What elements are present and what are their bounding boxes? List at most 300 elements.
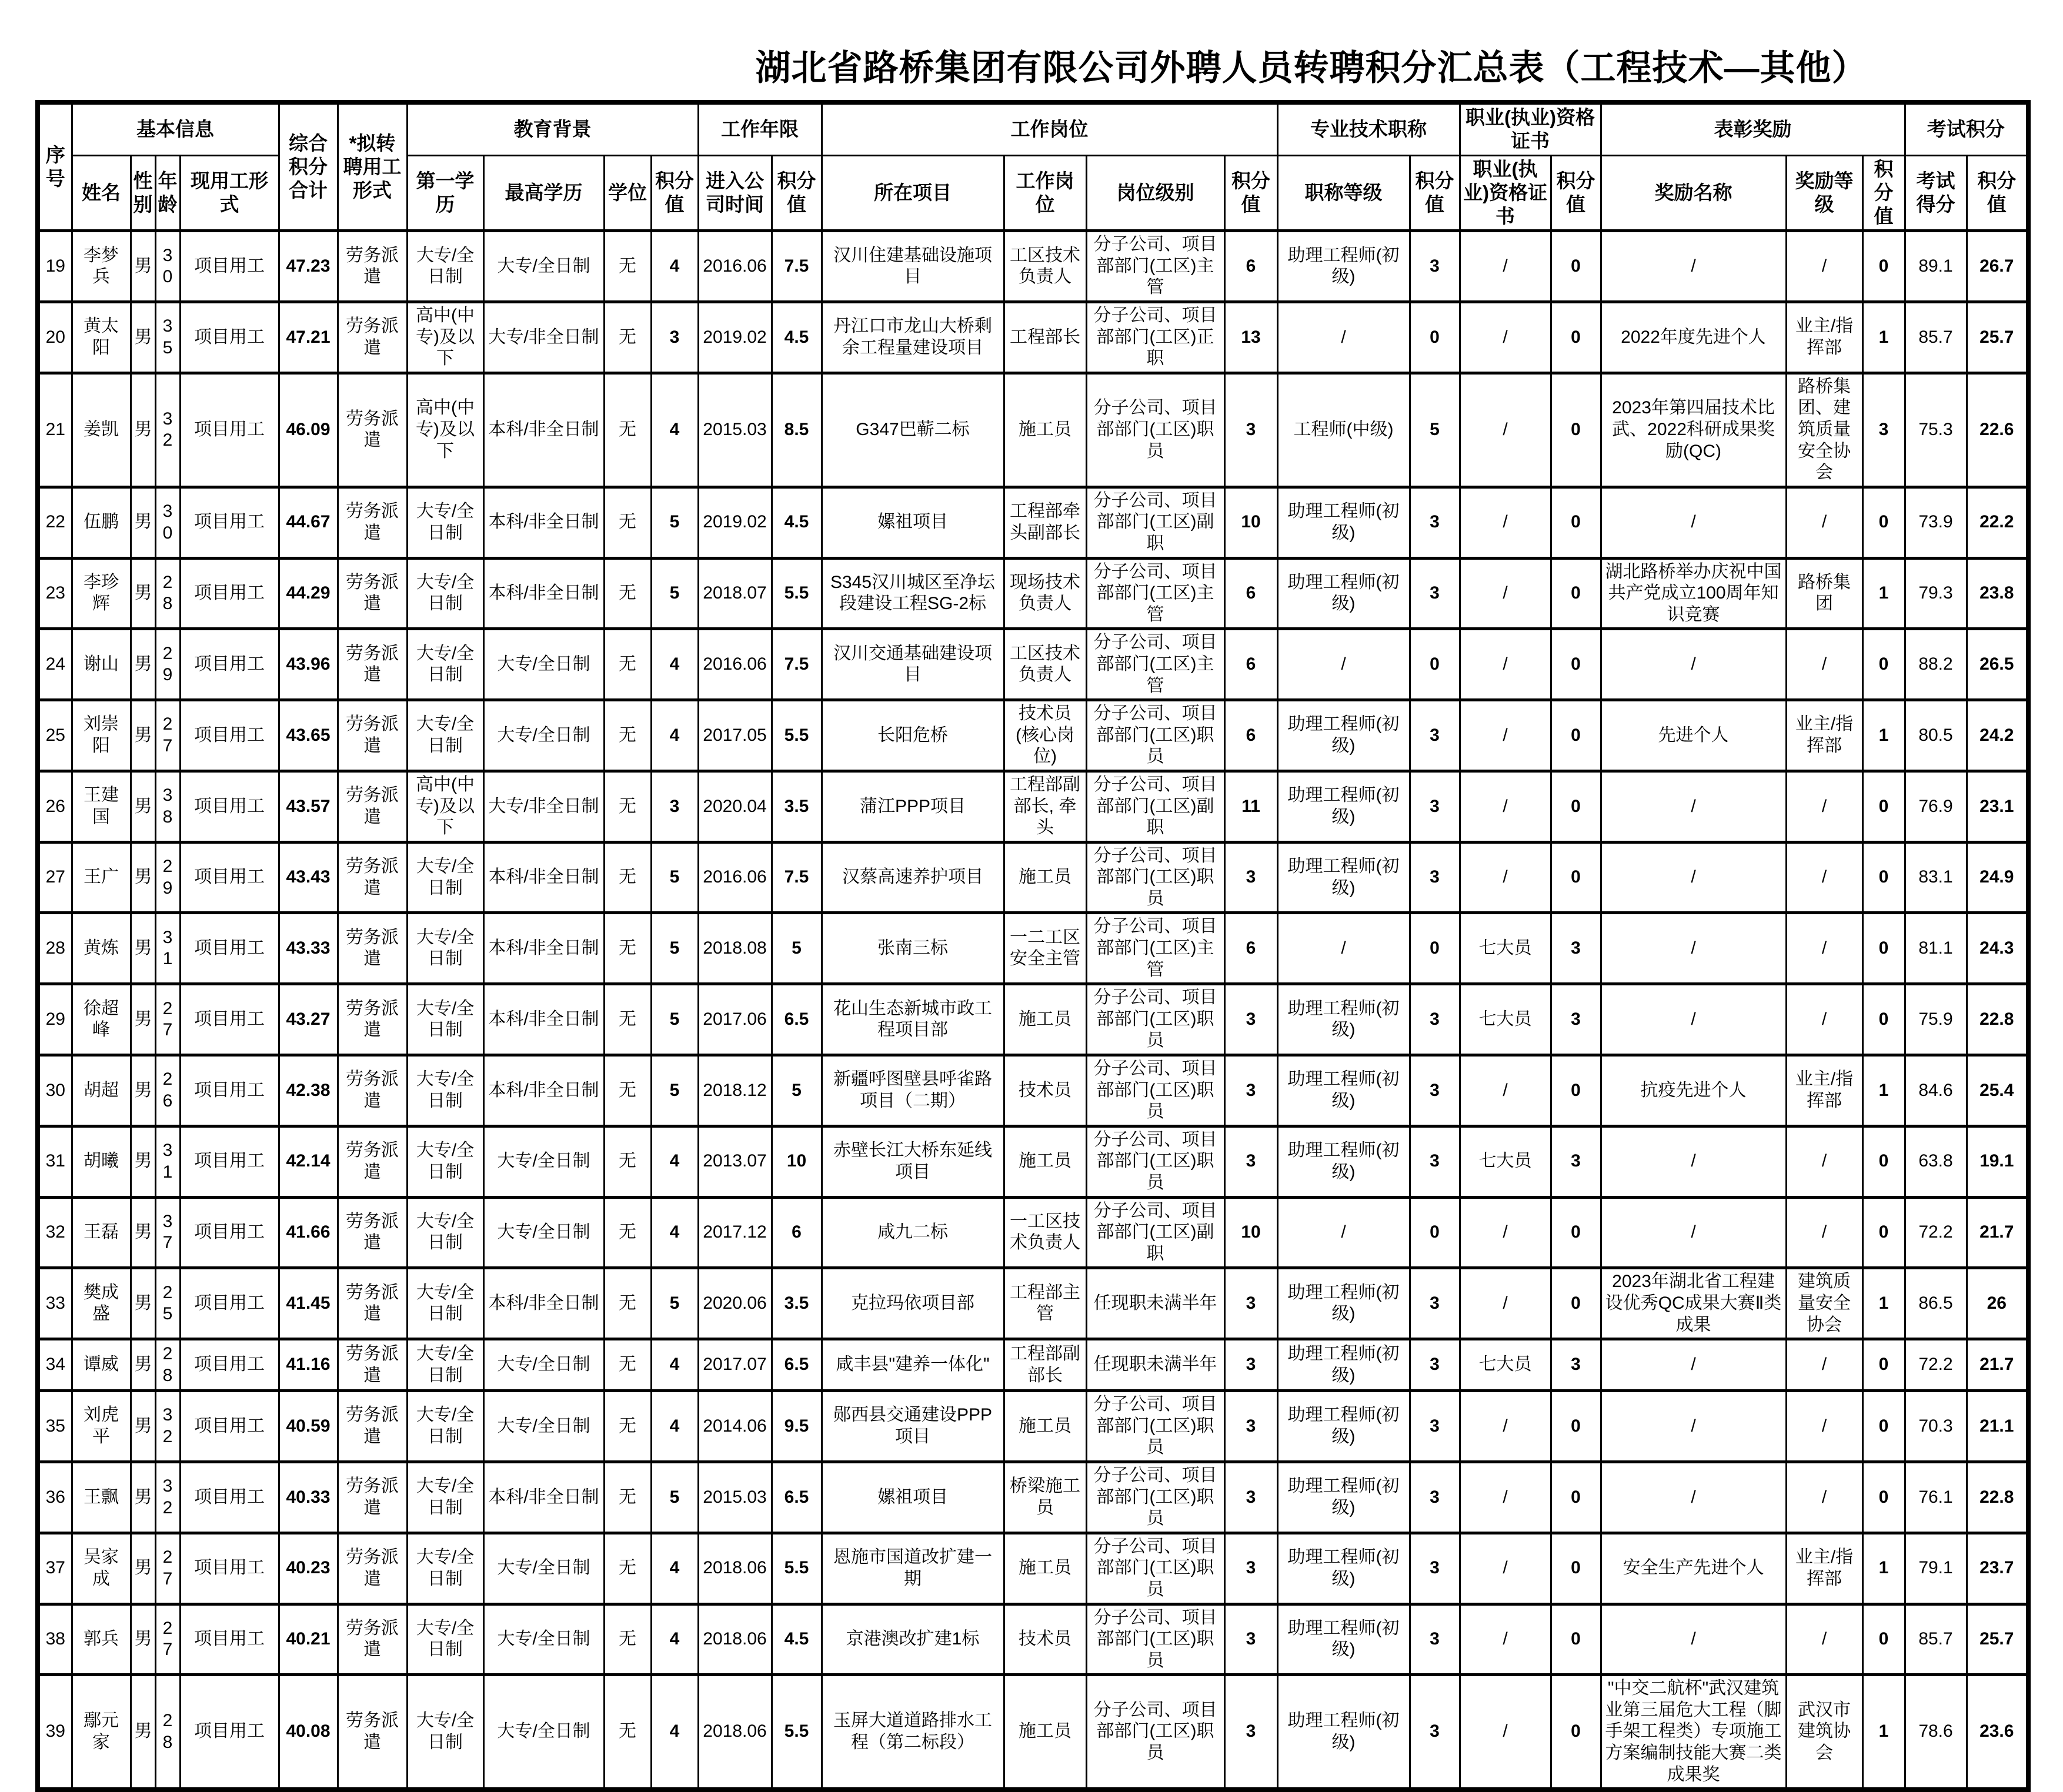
cell-r24-c11: 2016.06: [698, 629, 772, 700]
cell-r27-c20: 0: [1551, 842, 1601, 913]
cell-r24-c6: 劳务派遣: [338, 629, 407, 700]
cell-r21-c10: 4: [651, 373, 698, 487]
cell-r28-c18: 0: [1410, 913, 1460, 984]
column-header-18: 奖励名称: [1601, 155, 1786, 231]
column-group-8: 职业(执业)资格证书: [1460, 102, 1601, 155]
cell-r32-c6: 劳务派遣: [338, 1197, 407, 1268]
cell-r32-c21: /: [1601, 1197, 1786, 1268]
cell-r32-c8: 大专/全日制: [483, 1197, 604, 1268]
cell-r34-c15: 任现职未满半年: [1086, 1339, 1224, 1391]
cell-r33-c4: 项目用工: [180, 1268, 279, 1339]
cell-r25-c15: 分子公司、项目部部门(工区)职员: [1086, 700, 1224, 771]
cell-r26-c16: 11: [1224, 771, 1277, 842]
cell-r27-c12: 7.5: [772, 842, 822, 913]
cell-r36-c7: 大专/全日制: [407, 1462, 483, 1533]
cell-r30-c7: 大专/全日制: [407, 1055, 483, 1126]
cell-r25-c9: 无: [604, 700, 651, 771]
cell-r32-c11: 2017.12: [698, 1197, 772, 1268]
cell-r34-c6: 劳务派遣: [338, 1339, 407, 1391]
cell-r36-c13: 嫘祖项目: [822, 1462, 1004, 1533]
cell-r27-c7: 大专/全日制: [407, 842, 483, 913]
cell-r28-c20: 3: [1551, 913, 1601, 984]
cell-r35-c25: 21.1: [1967, 1391, 2028, 1462]
cell-r37-c1: 吴家成: [72, 1533, 131, 1604]
cell-r22-c6: 劳务派遣: [338, 487, 407, 558]
cell-r33-c20: 0: [1551, 1268, 1601, 1339]
cell-r35-c2: 男: [131, 1391, 155, 1462]
cell-r20-c4: 项目用工: [180, 302, 279, 373]
cell-r24-c4: 项目用工: [180, 629, 279, 700]
cell-r23-c6: 劳务派遣: [338, 558, 407, 629]
cell-r19-c21: /: [1601, 231, 1786, 302]
cell-r31-c16: 3: [1224, 1126, 1277, 1197]
cell-r24-c14: 工区技术负责人: [1004, 629, 1086, 700]
cell-r33-c22: 建筑质量安全协会: [1786, 1268, 1862, 1339]
column-header-15: 积分值: [1410, 155, 1460, 231]
cell-r25-c12: 5.5: [772, 700, 822, 771]
cell-r34-c14: 工程部副部长: [1004, 1339, 1086, 1391]
cell-r22-c10: 5: [651, 487, 698, 558]
cell-r26-c4: 项目用工: [180, 771, 279, 842]
table-row-21: [38, 373, 2028, 487]
cell-r33-c21: 2023年湖北省工程建设优秀QC成果大赛Ⅱ类成果: [1601, 1268, 1786, 1339]
cell-r38-c7: 大专/全日制: [407, 1604, 483, 1675]
cell-r39-c10: 4: [651, 1675, 698, 1790]
cell-r24-c17: /: [1277, 629, 1410, 700]
cell-r19-c8: 大专/全日制: [483, 231, 604, 302]
cell-r27-c0: 27: [38, 842, 72, 913]
cell-r25-c21: 先进个人: [1601, 700, 1786, 771]
cell-r32-c10: 4: [651, 1197, 698, 1268]
cell-r30-c13: 新疆呼图壁县呼雀路项目（二期）: [822, 1055, 1004, 1126]
table-row-34: [38, 1339, 2028, 1391]
cell-r37-c13: 恩施市国道改扩建一期: [822, 1533, 1004, 1604]
cell-r25-c5: 43.65: [279, 700, 338, 771]
column-group-2: 综合积分合计: [279, 102, 338, 231]
cell-r32-c22: /: [1786, 1197, 1862, 1268]
cell-r26-c10: 3: [651, 771, 698, 842]
cell-r35-c23: 0: [1862, 1391, 1905, 1462]
cell-r21-c21: 2023年第四届技术比武、2022科研成果奖励(QC): [1601, 373, 1786, 487]
cell-r28-c10: 5: [651, 913, 698, 984]
cell-r38-c24: 85.7: [1905, 1604, 1967, 1675]
cell-r39-c13: 玉屏大道道路排水工程（第二标段）: [822, 1675, 1004, 1790]
cell-r36-c2: 男: [131, 1462, 155, 1533]
cell-r38-c9: 无: [604, 1604, 651, 1675]
cell-r26-c9: 无: [604, 771, 651, 842]
transfer-score-table: [35, 100, 2031, 1792]
cell-r33-c11: 2020.06: [698, 1268, 772, 1339]
cell-r32-c5: 41.66: [279, 1197, 338, 1268]
cell-r29-c2: 男: [131, 984, 155, 1055]
cell-r26-c18: 3: [1410, 771, 1460, 842]
cell-r32-c15: 分子公司、项目部部门(工区)副职: [1086, 1197, 1224, 1268]
cell-r31-c9: 无: [604, 1126, 651, 1197]
cell-r28-c21: /: [1601, 913, 1786, 984]
cell-r21-c22: 路桥集团、建筑质量安全协会: [1786, 373, 1862, 487]
column-header-17: 积分值: [1551, 155, 1601, 231]
cell-r19-c2: 男: [131, 231, 155, 302]
table-row-35: [38, 1391, 2028, 1462]
cell-r30-c17: 助理工程师(初级): [1277, 1055, 1410, 1126]
cell-r32-c1: 王磊: [72, 1197, 131, 1268]
cell-r39-c5: 40.08: [279, 1675, 338, 1790]
cell-r20-c9: 无: [604, 302, 651, 373]
cell-r23-c5: 44.29: [279, 558, 338, 629]
cell-r35-c14: 施工员: [1004, 1391, 1086, 1462]
cell-r37-c2: 男: [131, 1533, 155, 1604]
cell-r22-c15: 分子公司、项目部部门(工区)副职: [1086, 487, 1224, 558]
cell-r25-c17: 助理工程师(初级): [1277, 700, 1410, 771]
cell-r27-c14: 施工员: [1004, 842, 1086, 913]
cell-r33-c0: 33: [38, 1268, 72, 1339]
cell-r26-c1: 王建国: [72, 771, 131, 842]
cell-r38-c25: 25.7: [1967, 1604, 2028, 1675]
cell-r34-c17: 助理工程师(初级): [1277, 1339, 1410, 1391]
cell-r29-c14: 施工员: [1004, 984, 1086, 1055]
cell-r25-c24: 80.5: [1905, 700, 1967, 771]
column-header-1: 性别: [131, 155, 155, 231]
cell-r26-c24: 76.9: [1905, 771, 1967, 842]
cell-r28-c4: 项目用工: [180, 913, 279, 984]
cell-r30-c2: 男: [131, 1055, 155, 1126]
cell-r38-c18: 3: [1410, 1604, 1460, 1675]
cell-r31-c4: 项目用工: [180, 1126, 279, 1197]
cell-r38-c16: 3: [1224, 1604, 1277, 1675]
cell-r29-c12: 6.5: [772, 984, 822, 1055]
cell-r19-c0: 19: [38, 231, 72, 302]
cell-r29-c20: 3: [1551, 984, 1601, 1055]
cell-r37-c25: 23.7: [1967, 1533, 2028, 1604]
cell-r26-c11: 2020.04: [698, 771, 772, 842]
column-header-3: 现用工形式: [180, 155, 279, 231]
cell-r33-c7: 大专/全日制: [407, 1268, 483, 1339]
cell-r29-c4: 项目用工: [180, 984, 279, 1055]
cell-r33-c18: 3: [1410, 1268, 1460, 1339]
cell-r28-c13: 张南三标: [822, 913, 1004, 984]
cell-r23-c12: 5.5: [772, 558, 822, 629]
cell-r25-c16: 6: [1224, 700, 1277, 771]
cell-r23-c8: 本科/非全日制: [483, 558, 604, 629]
cell-r28-c14: 一二工区安全主管: [1004, 913, 1086, 984]
cell-r37-c21: 安全生产先进个人: [1601, 1533, 1786, 1604]
cell-r37-c15: 分子公司、项目部部门(工区)职员: [1086, 1533, 1224, 1604]
table-row-36: [38, 1462, 2028, 1533]
cell-r29-c22: /: [1786, 984, 1862, 1055]
column-header-16: 职业(执业)资格证书: [1460, 155, 1551, 231]
cell-r24-c21: /: [1601, 629, 1786, 700]
cell-r27-c22: /: [1786, 842, 1862, 913]
cell-r20-c15: 分子公司、项目部部门(工区)正职: [1086, 302, 1224, 373]
cell-r32-c3: 37: [155, 1197, 180, 1268]
column-header-9: 积分值: [772, 155, 822, 231]
cell-r33-c2: 男: [131, 1268, 155, 1339]
cell-r23-c17: 助理工程师(初级): [1277, 558, 1410, 629]
cell-r22-c11: 2019.02: [698, 487, 772, 558]
cell-r26-c25: 23.1: [1967, 771, 2028, 842]
column-header-4: 第一学历: [407, 155, 483, 231]
cell-r35-c19: /: [1460, 1391, 1551, 1462]
cell-r36-c9: 无: [604, 1462, 651, 1533]
table-row-19: [38, 231, 2028, 302]
cell-r27-c21: /: [1601, 842, 1786, 913]
cell-r39-c12: 5.5: [772, 1675, 822, 1790]
cell-r22-c20: 0: [1551, 487, 1601, 558]
cell-r24-c3: 29: [155, 629, 180, 700]
cell-r24-c8: 大专/全日制: [483, 629, 604, 700]
column-header-14: 职称等级: [1277, 155, 1410, 231]
cell-r32-c2: 男: [131, 1197, 155, 1268]
cell-r36-c21: /: [1601, 1462, 1786, 1533]
cell-r29-c1: 徐超峰: [72, 984, 131, 1055]
cell-r21-c8: 本科/非全日制: [483, 373, 604, 487]
cell-r22-c8: 本科/非全日制: [483, 487, 604, 558]
cell-r23-c7: 大专/全日制: [407, 558, 483, 629]
cell-r37-c18: 3: [1410, 1533, 1460, 1604]
cell-r25-c14: 技术员(核心岗位): [1004, 700, 1086, 771]
cell-r26-c3: 38: [155, 771, 180, 842]
cell-r33-c14: 工程部主管: [1004, 1268, 1086, 1339]
cell-r30-c14: 技术员: [1004, 1055, 1086, 1126]
cell-r27-c16: 3: [1224, 842, 1277, 913]
cell-r31-c25: 19.1: [1967, 1126, 2028, 1197]
cell-r27-c11: 2016.06: [698, 842, 772, 913]
cell-r30-c4: 项目用工: [180, 1055, 279, 1126]
cell-r30-c19: /: [1460, 1055, 1551, 1126]
column-header-8: 进入公司时间: [698, 155, 772, 231]
cell-r28-c25: 24.3: [1967, 913, 2028, 984]
cell-r29-c25: 22.8: [1967, 984, 2028, 1055]
column-group-7: 专业技术职称: [1277, 102, 1460, 155]
cell-r19-c15: 分子公司、项目部部门(工区)主管: [1086, 231, 1224, 302]
cell-r22-c16: 10: [1224, 487, 1277, 558]
cell-r19-c25: 26.7: [1967, 231, 2028, 302]
cell-r24-c2: 男: [131, 629, 155, 700]
cell-r36-c16: 3: [1224, 1462, 1277, 1533]
cell-r31-c14: 施工员: [1004, 1126, 1086, 1197]
cell-r23-c15: 分子公司、项目部部门(工区)主管: [1086, 558, 1224, 629]
table-row-37: [38, 1533, 2028, 1604]
table-row-26: [38, 771, 2028, 842]
cell-r31-c10: 4: [651, 1126, 698, 1197]
cell-r32-c19: /: [1460, 1197, 1551, 1268]
cell-r21-c6: 劳务派遣: [338, 373, 407, 487]
cell-r34-c23: 0: [1862, 1339, 1905, 1391]
cell-r38-c11: 2018.06: [698, 1604, 772, 1675]
cell-r36-c20: 0: [1551, 1462, 1601, 1533]
cell-r22-c25: 22.2: [1967, 487, 2028, 558]
cell-r37-c3: 27: [155, 1533, 180, 1604]
cell-r31-c3: 31: [155, 1126, 180, 1197]
cell-r38-c12: 4.5: [772, 1604, 822, 1675]
cell-r38-c19: /: [1460, 1604, 1551, 1675]
cell-r37-c9: 无: [604, 1533, 651, 1604]
cell-r22-c2: 男: [131, 487, 155, 558]
cell-r31-c6: 劳务派遣: [338, 1126, 407, 1197]
column-header-19: 奖励等级: [1786, 155, 1862, 231]
cell-r24-c13: 汉川交通基础建设项目: [822, 629, 1004, 700]
cell-r33-c19: /: [1460, 1268, 1551, 1339]
cell-r19-c12: 7.5: [772, 231, 822, 302]
cell-r27-c23: 0: [1862, 842, 1905, 913]
cell-r26-c0: 26: [38, 771, 72, 842]
cell-r28-c5: 43.33: [279, 913, 338, 984]
cell-r24-c10: 4: [651, 629, 698, 700]
cell-r39-c15: 分子公司、项目部部门(工区)职员: [1086, 1675, 1224, 1790]
cell-r28-c16: 6: [1224, 913, 1277, 984]
cell-r26-c15: 分子公司、项目部部门(工区)副职: [1086, 771, 1224, 842]
cell-r34-c5: 41.16: [279, 1339, 338, 1391]
cell-r33-c15: 任现职未满半年: [1086, 1268, 1224, 1339]
cell-r21-c17: 工程师(中级): [1277, 373, 1410, 487]
cell-r21-c19: /: [1460, 373, 1551, 487]
cell-r26-c7: 高中(中专)及以下: [407, 771, 483, 842]
column-group-5: 工作年限: [698, 102, 822, 155]
cell-r23-c4: 项目用工: [180, 558, 279, 629]
cell-r25-c11: 2017.05: [698, 700, 772, 771]
cell-r34-c12: 6.5: [772, 1339, 822, 1391]
cell-r35-c22: /: [1786, 1391, 1862, 1462]
cell-r35-c9: 无: [604, 1391, 651, 1462]
column-header-21: 考试得分: [1905, 155, 1967, 231]
cell-r25-c7: 大专/全日制: [407, 700, 483, 771]
column-header-6: 学位: [604, 155, 651, 231]
cell-r32-c20: 0: [1551, 1197, 1601, 1268]
cell-r34-c2: 男: [131, 1339, 155, 1391]
cell-r21-c1: 姜凯: [72, 373, 131, 487]
table-row-33: [38, 1268, 2028, 1339]
column-group-6: 工作岗位: [822, 102, 1277, 155]
column-header-11: 工作岗位: [1004, 155, 1086, 231]
cell-r27-c25: 24.9: [1967, 842, 2028, 913]
cell-r22-c18: 3: [1410, 487, 1460, 558]
cell-r21-c23: 3: [1862, 373, 1905, 487]
cell-r39-c22: 武汉市建筑协会: [1786, 1675, 1862, 1790]
cell-r36-c11: 2015.03: [698, 1462, 772, 1533]
cell-r39-c11: 2018.06: [698, 1675, 772, 1790]
cell-r33-c6: 劳务派遣: [338, 1268, 407, 1339]
table-row-23: [38, 558, 2028, 629]
cell-r27-c2: 男: [131, 842, 155, 913]
cell-r29-c0: 29: [38, 984, 72, 1055]
cell-r32-c13: 咸九二标: [822, 1197, 1004, 1268]
cell-r23-c10: 5: [651, 558, 698, 629]
cell-r32-c16: 10: [1224, 1197, 1277, 1268]
cell-r20-c10: 3: [651, 302, 698, 373]
cell-r26-c2: 男: [131, 771, 155, 842]
cell-r28-c23: 0: [1862, 913, 1905, 984]
cell-r24-c25: 26.5: [1967, 629, 2028, 700]
cell-r19-c5: 47.23: [279, 231, 338, 302]
cell-r24-c12: 7.5: [772, 629, 822, 700]
cell-r38-c5: 40.21: [279, 1604, 338, 1675]
cell-r26-c14: 工程部副部长, 牵头: [1004, 771, 1086, 842]
cell-r27-c9: 无: [604, 842, 651, 913]
cell-r19-c16: 6: [1224, 231, 1277, 302]
cell-r35-c10: 4: [651, 1391, 698, 1462]
cell-r32-c25: 21.7: [1967, 1197, 2028, 1268]
cell-r21-c7: 高中(中专)及以下: [407, 373, 483, 487]
cell-r20-c11: 2019.02: [698, 302, 772, 373]
cell-r36-c18: 3: [1410, 1462, 1460, 1533]
cell-r39-c17: 助理工程师(初级): [1277, 1675, 1410, 1790]
cell-r23-c0: 23: [38, 558, 72, 629]
cell-r23-c23: 1: [1862, 558, 1905, 629]
cell-r36-c5: 40.33: [279, 1462, 338, 1533]
cell-r30-c1: 胡超: [72, 1055, 131, 1126]
cell-r27-c3: 29: [155, 842, 180, 913]
column-group-0: 序号: [38, 102, 72, 231]
cell-r29-c8: 本科/非全日制: [483, 984, 604, 1055]
cell-r33-c24: 86.5: [1905, 1268, 1967, 1339]
cell-r28-c2: 男: [131, 913, 155, 984]
cell-r23-c24: 79.3: [1905, 558, 1967, 629]
cell-r38-c17: 助理工程师(初级): [1277, 1604, 1410, 1675]
cell-r30-c18: 3: [1410, 1055, 1460, 1126]
cell-r35-c12: 9.5: [772, 1391, 822, 1462]
column-header-5: 最高学历: [483, 155, 604, 231]
table-row-29: [38, 984, 2028, 1055]
cell-r30-c9: 无: [604, 1055, 651, 1126]
cell-r23-c3: 28: [155, 558, 180, 629]
cell-r29-c17: 助理工程师(初级): [1277, 984, 1410, 1055]
cell-r29-c10: 5: [651, 984, 698, 1055]
cell-r24-c22: /: [1786, 629, 1862, 700]
cell-r19-c18: 3: [1410, 231, 1460, 302]
cell-r19-c11: 2016.06: [698, 231, 772, 302]
cell-r36-c24: 76.1: [1905, 1462, 1967, 1533]
cell-r31-c24: 63.8: [1905, 1126, 1967, 1197]
cell-r25-c6: 劳务派遣: [338, 700, 407, 771]
cell-r34-c10: 4: [651, 1339, 698, 1391]
cell-r26-c21: /: [1601, 771, 1786, 842]
cell-r26-c17: 助理工程师(初级): [1277, 771, 1410, 842]
cell-r25-c23: 1: [1862, 700, 1905, 771]
cell-r36-c8: 本科/非全日制: [483, 1462, 604, 1533]
cell-r36-c14: 桥梁施工员: [1004, 1462, 1086, 1533]
cell-r25-c0: 25: [38, 700, 72, 771]
cell-r37-c20: 0: [1551, 1533, 1601, 1604]
cell-r29-c23: 0: [1862, 984, 1905, 1055]
cell-r29-c3: 27: [155, 984, 180, 1055]
cell-r27-c19: /: [1460, 842, 1551, 913]
cell-r30-c25: 25.4: [1967, 1055, 2028, 1126]
cell-r27-c5: 43.43: [279, 842, 338, 913]
cell-r37-c5: 40.23: [279, 1533, 338, 1604]
cell-r30-c16: 3: [1224, 1055, 1277, 1126]
cell-r28-c24: 81.1: [1905, 913, 1967, 984]
cell-r19-c22: /: [1786, 231, 1862, 302]
cell-r24-c19: /: [1460, 629, 1551, 700]
cell-r39-c18: 3: [1410, 1675, 1460, 1790]
cell-r21-c20: 0: [1551, 373, 1601, 487]
cell-r38-c15: 分子公司、项目部部门(工区)职员: [1086, 1604, 1224, 1675]
cell-r32-c23: 0: [1862, 1197, 1905, 1268]
cell-r36-c17: 助理工程师(初级): [1277, 1462, 1410, 1533]
cell-r37-c22: 业主/指挥部: [1786, 1533, 1862, 1604]
cell-r31-c13: 赤壁长江大桥东延线项目: [822, 1126, 1004, 1197]
table-row-28: [38, 913, 2028, 984]
cell-r34-c24: 72.2: [1905, 1339, 1967, 1391]
cell-r35-c17: 助理工程师(初级): [1277, 1391, 1410, 1462]
cell-r35-c4: 项目用工: [180, 1391, 279, 1462]
table-row-30: [38, 1055, 2028, 1126]
cell-r20-c14: 工程部长: [1004, 302, 1086, 373]
cell-r25-c13: 长阳危桥: [822, 700, 1004, 771]
cell-r34-c8: 大专/全日制: [483, 1339, 604, 1391]
cell-r19-c23: 0: [1862, 231, 1905, 302]
cell-r30-c21: 抗疫先进个人: [1601, 1055, 1786, 1126]
